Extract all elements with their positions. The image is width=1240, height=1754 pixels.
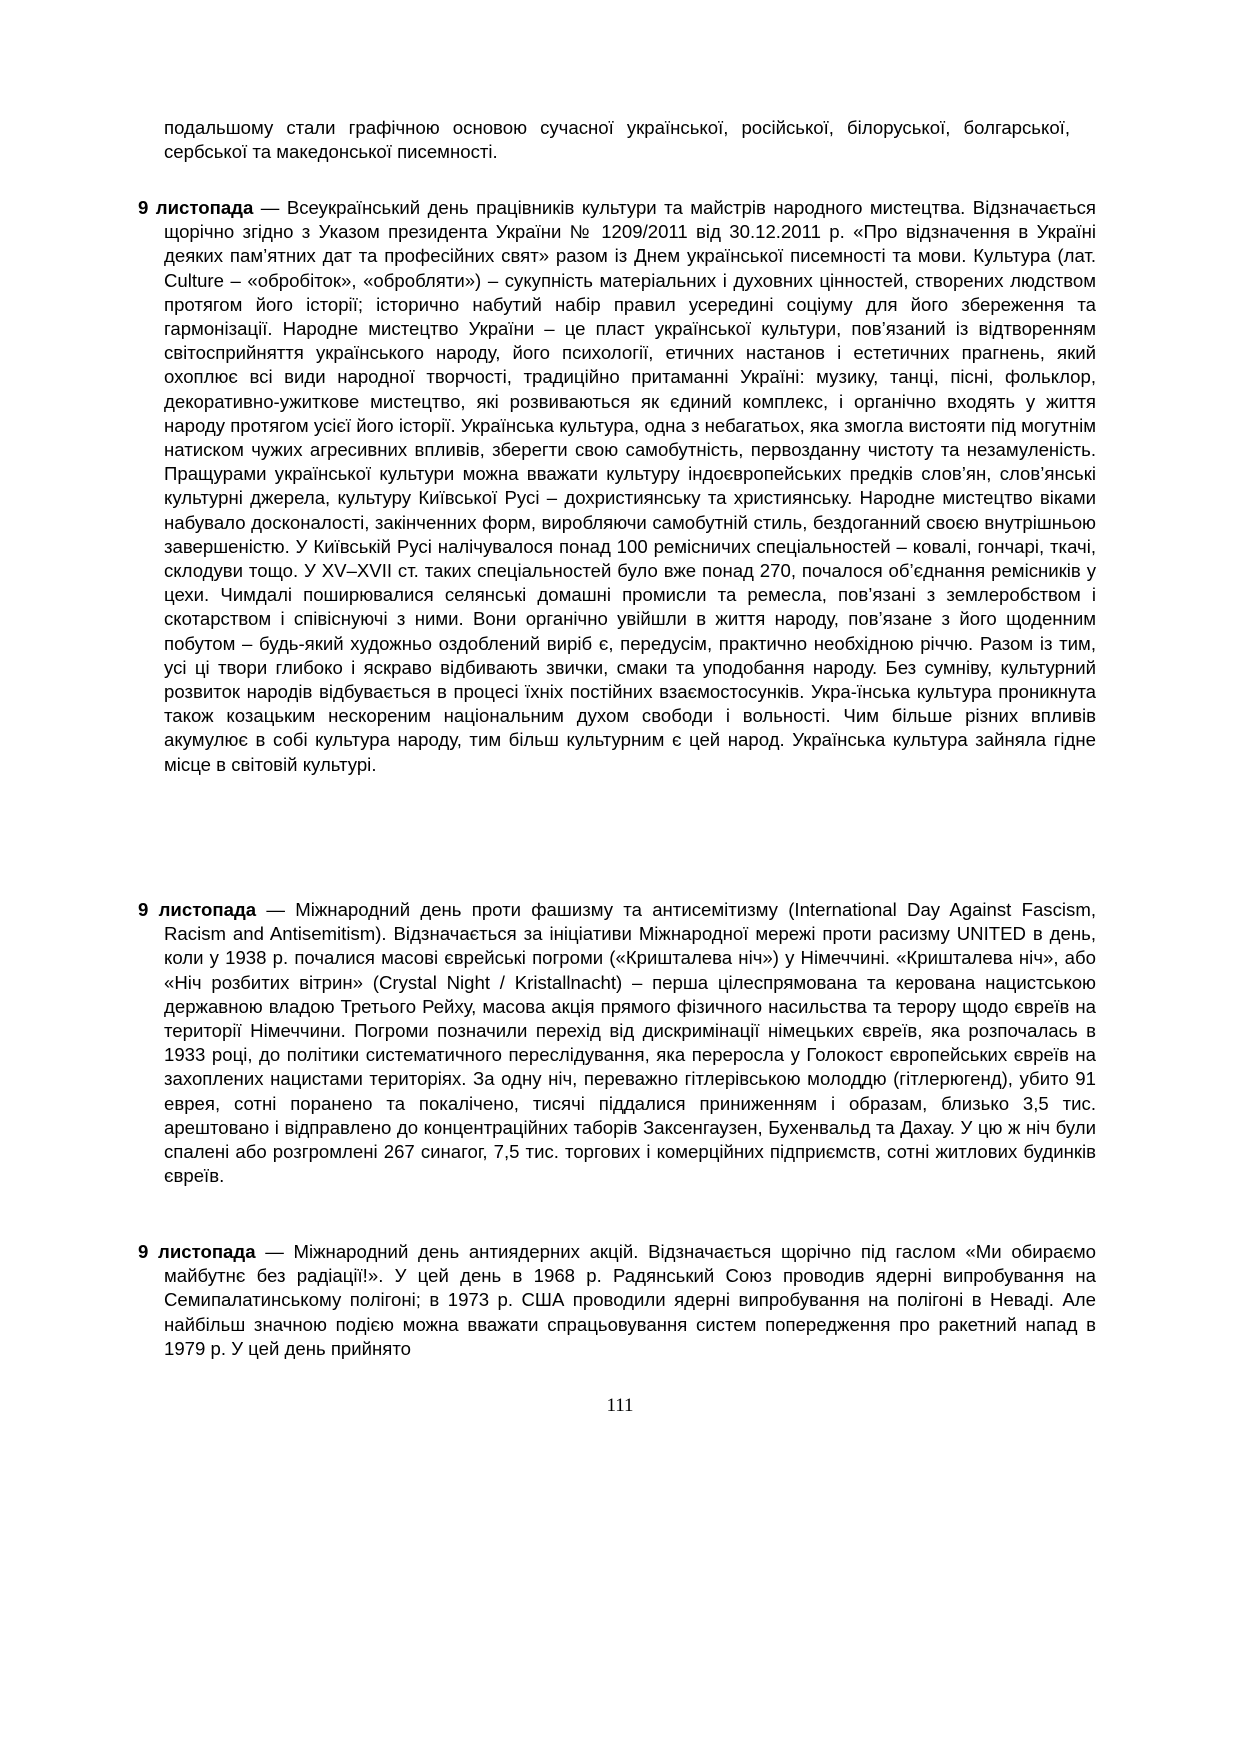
entry-text: — Всеукраїнський день працівників культури та майстрів народного мистецтва. Відзначається щорічно згідно з Указом президента України № 1209/2011 від 30.12.2011 р. «Про відзначення в Україні деяких пам’ятних дат та професійних свят» разом із Днем української писемності та мови. Культура (лат. Culture – «обробіток», «обробляти») – сукупність матеріальних і духовних цінностей, створених людством протягом його історії; історично набутий набір правил усередині соціуму для його збереження та гармонізації. Народне мистецтво України – це пласт української культури, пов’язаний із відтворенням світосприйняття українського народу, його психології, етичних настанов і естетичних прагнень, який охоплює всі види народної творчості, традиційно притаманні Україні: музику, танці, пісні, фольклор, декоративно-ужиткове мистецтво, які розвиваються як єдиний комплекс, і органічно входять у життя народу протягом усієї його історії. Українська культура, одна з небагатьох, яка змогла вистояти під могутнім натиском чужих агресивних впливів, зберегти свою самобутність, первозданну чистоту та незамуленість. Пращурами української культури можна вважати культуру індоєвропейських предків слов’ян, слов’янські культурні джерела, культуру Київської Русі – дохристиянську та християнську. Народне мистецтво віками набувало досконалості, закінченних форм, виробляючи самобутній стиль, бездоганний своєю внутрішньою завершеністю. У Київській Русі налічувалося понад 100 ремісничих спеціальностей – ковалі, гончарі, ткачі, склодуви тощо. У XV–XVII ст. таких спеціальностей було вже понад 270, почалося об’єднання ремісників у цехи. Чимдалі поширювалися селянські домашні промисли та ремесла, пов’язані з землеробством і скотарством і співіснуючі з ними. Вони органічно увійшли в життя народу, пов’язане з його щоденним побутом – будь-який художньо оздоблений виріб є, передусім, практично необхідною річчю. Разом із тим, усі ці твори глибоко і яскраво відбивають звички, смаки та уподобання народу. Без сумніву, культурний розвиток народів відбувається в процесі їхніх постійних взаємостосунків. Укра-їнська культура проникнута також козацьким нескореним національним духом свободи і вольності. Чим більше різних впливів акумулює в собі культура народу, тим більш культурним є цей народ. Українська культура зайняла гідне місце в світовій культурі.: [164, 197, 1096, 775]
entry-date: 9 листопада: [138, 197, 254, 218]
calendar-entry: [138, 196, 1096, 777]
entry-text: — Міжнародний день проти фашизму та антисемітизму (International Day Against Fascism, Racism and Antisemitism). Відзначається за ініціативи Міжнародної мережі проти расизму UNITED в день, коли у 1938 р. почалися масові єврейські погроми («Кришталева ніч») у Німеччині. «Кришталева ніч», або «Ніч розбитих вітрин» (Crystal Night / Kristallnacht) – перша цілеспрямована та керована нацистською державною владою Третього Рейху, масова акція прямого фізичного насильства та терору щодо євреїв на території Німеччини. Погроми позначили перехід від дискримінації німецьких євреїв, яка розпочалась в 1933 році, до політики систематичного переслідування, яка переросла у Голокост європейських євреїв на захоплених нацистами територіях. За одну ніч, переважно гітлерівською молоддю (гітлерюгенд), убито 91 еврея, сотні поранено та покалічено, тисячі піддалися приниженням і образам, близько 3,5 тис. арештовано і відправлено до концентраційних таборів Заксенгаузен, Бухенвальд та Дахау. У цю ж ніч були спалені або розгромлені 267 синагог, 7,5 тис. торгових і комерційних підприємств, сотні житлових будинків євреїв.: [164, 899, 1096, 1187]
entry-date: 9 листопада: [138, 899, 257, 920]
continuation-paragraph: подальшому стали графічною основою сучасної української, російської, білоруської, болгарської, сербської та македонської писемності.: [164, 117, 1070, 163]
entry-text: — Міжнародний день антиядерних акцій. Відзначається щорічно під гаслом «Ми обираємо майбутнє без радіації!». У цей день в 1968 р. Радянський Союз проводив ядерні випробування на Семипалатинському полігоні; в 1973 р. США проводили ядерні випробування на полігоні в Неваді. Але найбільш значною подією можна вважати спрацьовування систем попередження про ракетний напад в 1979 р. У цей день прийнято: [164, 1241, 1096, 1359]
calendar-entry: [138, 898, 1096, 1188]
calendar-entry: [138, 1240, 1096, 1361]
entry-date: 9 листопада: [138, 1241, 256, 1262]
page-number: 111: [606, 1395, 634, 1416]
